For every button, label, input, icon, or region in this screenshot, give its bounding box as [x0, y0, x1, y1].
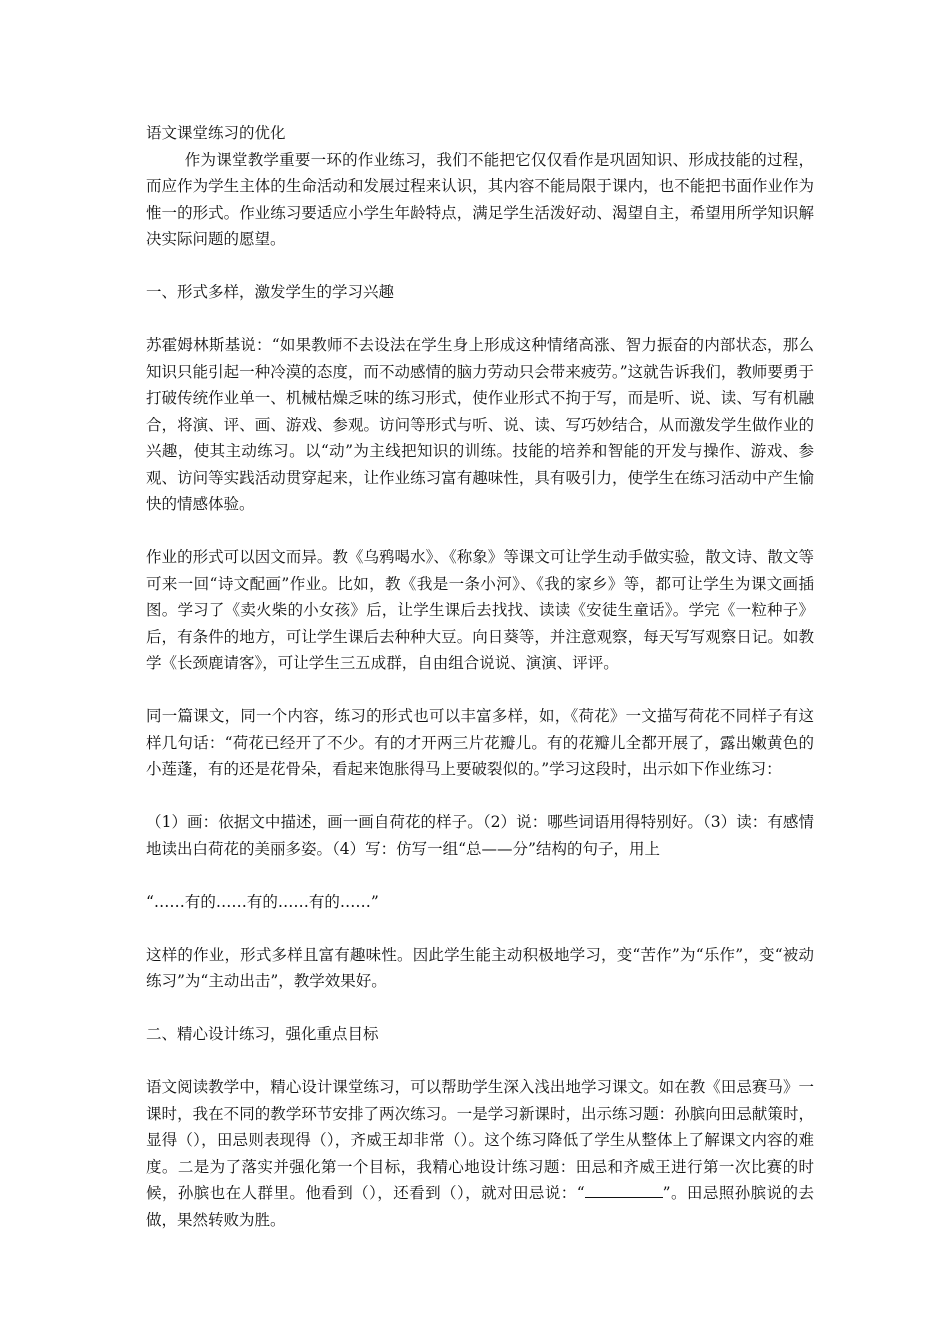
paragraph-text: 语文阅读教学中，精心设计课堂练习，可以帮助学生深入浅出地学习课文。如在教《田忌赛马》一课时，我在不同的教学环节安排了两次练习。一是学习新课时，出示练习题：孙膑向田忌献策时，显得（），田忌则表现得（），齐威王却非常（）。这个练习降低了学生从整体上了解课文内容的难度。二是为了落实并强化第一个目标，我精心地设计练习题：田忌和齐威王进行第一次比赛的时候，孙膑也在人群里。他看到（），还看到（），就对田忌说：“	[146, 1078, 814, 1202]
paragraph: 这样的作业，形式多样且富有趣味性。因此学生能主动积极地学习，变“苦作”为“乐作”，变“被动练习”为“主动出击”，教学效果好。	[146, 945, 814, 990]
paragraph	[146, 1074, 814, 1233]
intro-paragraph: 作为课堂教学重要一环的作业练习，我们不能把它仅仅看作是巩固知识、形成技能的过程，而应作为学生主体的生命活动和发展过程来认识，其内容不能局限于课内，也不能把书面作业作为惟一的形式。作业练习要适应小学生年龄特点，满足学生活泼好动、渴望自主，希望用所学知识解决实际问题的愿望。	[146, 150, 814, 248]
paragraph: 苏霍姆林斯基说：“如果教师不去设法在学生身上形成这种情绪高涨、智力振奋的内部状态，那么知识只能引起一种冷漠的态度，而不动感情的脑力劳动只会带来疲劳。”这就告诉我们，教师要勇于打破传统作业单一、机械枯燥乏味的练习形式，使作业形式不拘于写，而是听、说、读、写有机融合，将演、评、画、游戏、参观。访问等形式与听、说、读、写巧妙结合，从而激发学生做作业的兴趣，使其主动练习。以“动”为主线把知识的训练。技能的培养和智能的开发与操作、游戏、参观、访问等实践活动贯穿起来，让作业练习富有趣味性，具有吸引力，使学生在练习活动中产生愉快的情感体验。	[146, 336, 814, 513]
paragraph: 同一篇课文，同一个内容，练习的形式也可以丰富多样，如，《荷花》一文描写荷花不同样子有这样几句话：“荷花已经开了不少。有的才开两三片花瓣儿。有的花瓣儿全都开展了，露出嫩黄色的小莲蓬，有的还是花骨朵，看起来饱胀得马上要破裂似的。”学习这段时，出示如下作业练习：	[146, 707, 814, 778]
section-heading-2: 二、精心设计练习，强化重点目标	[146, 1025, 379, 1043]
answer-blank	[585, 1183, 663, 1198]
document-page	[146, 120, 814, 1233]
paragraph-text: ”。田忌照孙膑说的去做，果然转败为胜。	[146, 1184, 814, 1229]
sentence-pattern: “……有的……有的……有的……”	[146, 892, 379, 911]
document-title: 语文课堂练习的优化	[146, 124, 286, 142]
section-heading-1: 一、形式多样，激发学生的学习兴趣	[146, 283, 395, 301]
exercise-list: （1）画：依据文中描述，画一画自荷花的样子。（2）说：哪些词语用得特别好。（3）读：有感情地读出白荷花的美丽多姿。（4）写：仿写一组“总——分”结构的句子，用上	[146, 813, 814, 858]
paragraph: 作业的形式可以因文而异。教《乌鸦喝水》、《称象》等课文可让学生动手做实验，散文诗、散文等可来一回“诗文配画”作业。比如，教《我是一条小河》、《我的家乡》等，都可让学生为课文画插图。学习了《卖火柴的小女孩》后，让学生课后去找找、读读《安徒生童话》。学完《一粒种子》后，有条件的地方，可让学生课后去种种大豆。向日葵等，并注意观察，每天写写观察日记。如教学《长颈鹿请客》，可让学生三五成群，自由组合说说、演演、评评。	[146, 548, 814, 672]
